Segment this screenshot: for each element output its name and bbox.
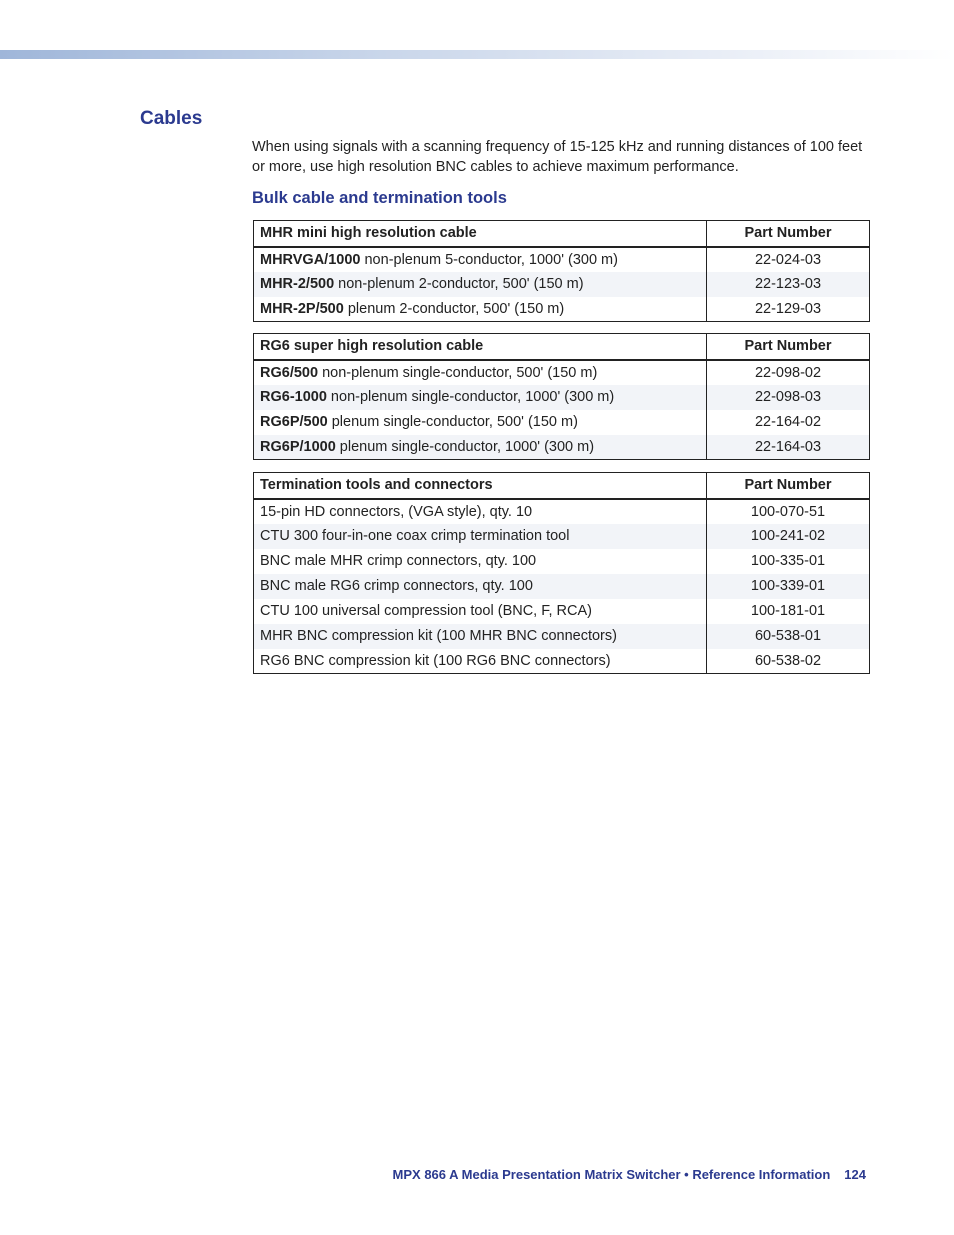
item-part-number: 22-123-03 xyxy=(707,272,870,297)
item-description: CTU 100 universal compression tool (BNC, F, RCA) xyxy=(254,599,707,624)
table-row xyxy=(254,574,870,599)
table-row xyxy=(254,297,870,322)
termination-tools-table xyxy=(253,472,870,674)
table-row xyxy=(254,272,870,297)
item-part-number: 100-070-51 xyxy=(707,499,870,524)
item-description xyxy=(254,410,707,435)
part-number-header: Part Number xyxy=(707,473,870,499)
subsection-title: Bulk cable and termination tools xyxy=(252,189,507,207)
item-desc: plenum 2-conductor, 500' (150 m) xyxy=(343,300,565,317)
table-row xyxy=(254,624,870,649)
table-row xyxy=(254,599,870,624)
item-model: RG6/500 xyxy=(260,364,319,381)
table-row xyxy=(254,385,870,410)
table-row xyxy=(254,524,870,549)
header-gradient-bar xyxy=(0,50,954,59)
table-row xyxy=(254,649,870,674)
mhr-cable-table xyxy=(253,220,870,322)
item-description xyxy=(254,435,707,460)
item-part-number: 60-538-02 xyxy=(707,649,870,674)
part-number-header: Part Number xyxy=(707,221,870,247)
item-model: MHRVGA/1000 xyxy=(260,251,361,268)
item-part-number: 22-164-02 xyxy=(707,410,870,435)
item-description xyxy=(254,247,707,272)
table-row xyxy=(254,410,870,435)
item-part-number: 100-339-01 xyxy=(707,574,870,599)
page-footer xyxy=(393,1167,866,1182)
item-part-number: 100-241-02 xyxy=(707,524,870,549)
item-description: BNC male MHR crimp connectors, qty. 100 xyxy=(254,549,707,574)
table-header-row xyxy=(254,221,870,247)
item-part-number: 22-129-03 xyxy=(707,297,870,322)
item-desc: non-plenum single-conductor, 1000' (300 m) xyxy=(326,389,615,405)
part-number-header: Part Number xyxy=(707,334,870,360)
item-part-number: 22-164-03 xyxy=(707,435,870,460)
table-row xyxy=(254,549,870,574)
item-description: BNC male RG6 crimp connectors, qty. 100 xyxy=(254,574,707,599)
item-model: RG6P/1000 xyxy=(260,438,336,455)
item-part-number: 22-024-03 xyxy=(707,247,870,272)
item-model: RG6P/500 xyxy=(260,414,328,430)
item-part-number: 100-181-01 xyxy=(707,599,870,624)
table-row xyxy=(254,499,870,524)
item-description: 15-pin HD connectors, (VGA style), qty. 10 xyxy=(254,499,707,524)
item-description: CTU 300 four-in-one coax crimp termination tool xyxy=(254,524,707,549)
item-part-number: 22-098-02 xyxy=(707,360,870,385)
section-title: Cables xyxy=(140,108,203,129)
item-description: MHR BNC compression kit (100 MHR BNC connectors) xyxy=(254,624,707,649)
item-description xyxy=(254,385,707,410)
rg6-cable-table xyxy=(253,333,870,460)
item-model: MHR-2/500 xyxy=(260,276,335,292)
item-model: RG6-1000 xyxy=(260,389,327,405)
table-header-label: Termination tools and connectors xyxy=(254,473,707,499)
footer-title: MPX 866 A Media Presentation Matrix Switcher • Reference Information xyxy=(392,1167,831,1182)
table-header-row xyxy=(254,334,870,360)
table-row xyxy=(254,435,870,460)
item-description xyxy=(254,297,707,322)
table-row xyxy=(254,247,870,272)
item-desc: non-plenum 5-conductor, 1000' (300 m) xyxy=(360,251,618,268)
item-model: MHR-2P/500 xyxy=(260,300,344,317)
item-part-number: 60-538-01 xyxy=(707,624,870,649)
item-desc: plenum single-conductor, 1000' (300 m) xyxy=(335,438,595,455)
table-header-row xyxy=(254,473,870,499)
item-description: RG6 BNC compression kit (100 RG6 BNC connectors) xyxy=(254,649,707,674)
item-desc: non-plenum 2-conductor, 500' (150 m) xyxy=(334,276,584,292)
page-number: 124 xyxy=(844,1167,866,1182)
item-description xyxy=(254,272,707,297)
item-desc: plenum single-conductor, 500' (150 m) xyxy=(327,414,578,430)
item-description xyxy=(254,360,707,385)
table-header-label: RG6 super high resolution cable xyxy=(254,334,707,360)
item-part-number: 100-335-01 xyxy=(707,549,870,574)
table-row xyxy=(254,360,870,385)
item-desc: non-plenum single-conductor, 500' (150 m) xyxy=(318,364,598,381)
item-part-number: 22-098-03 xyxy=(707,385,870,410)
intro-paragraph: When using signals with a scanning frequency of 15-125 kHz and running distances of 100 feet or more, use high resolution BNC cables to achieve maximum performance. xyxy=(252,139,863,175)
table-header-label: MHR mini high resolution cable xyxy=(254,221,707,247)
